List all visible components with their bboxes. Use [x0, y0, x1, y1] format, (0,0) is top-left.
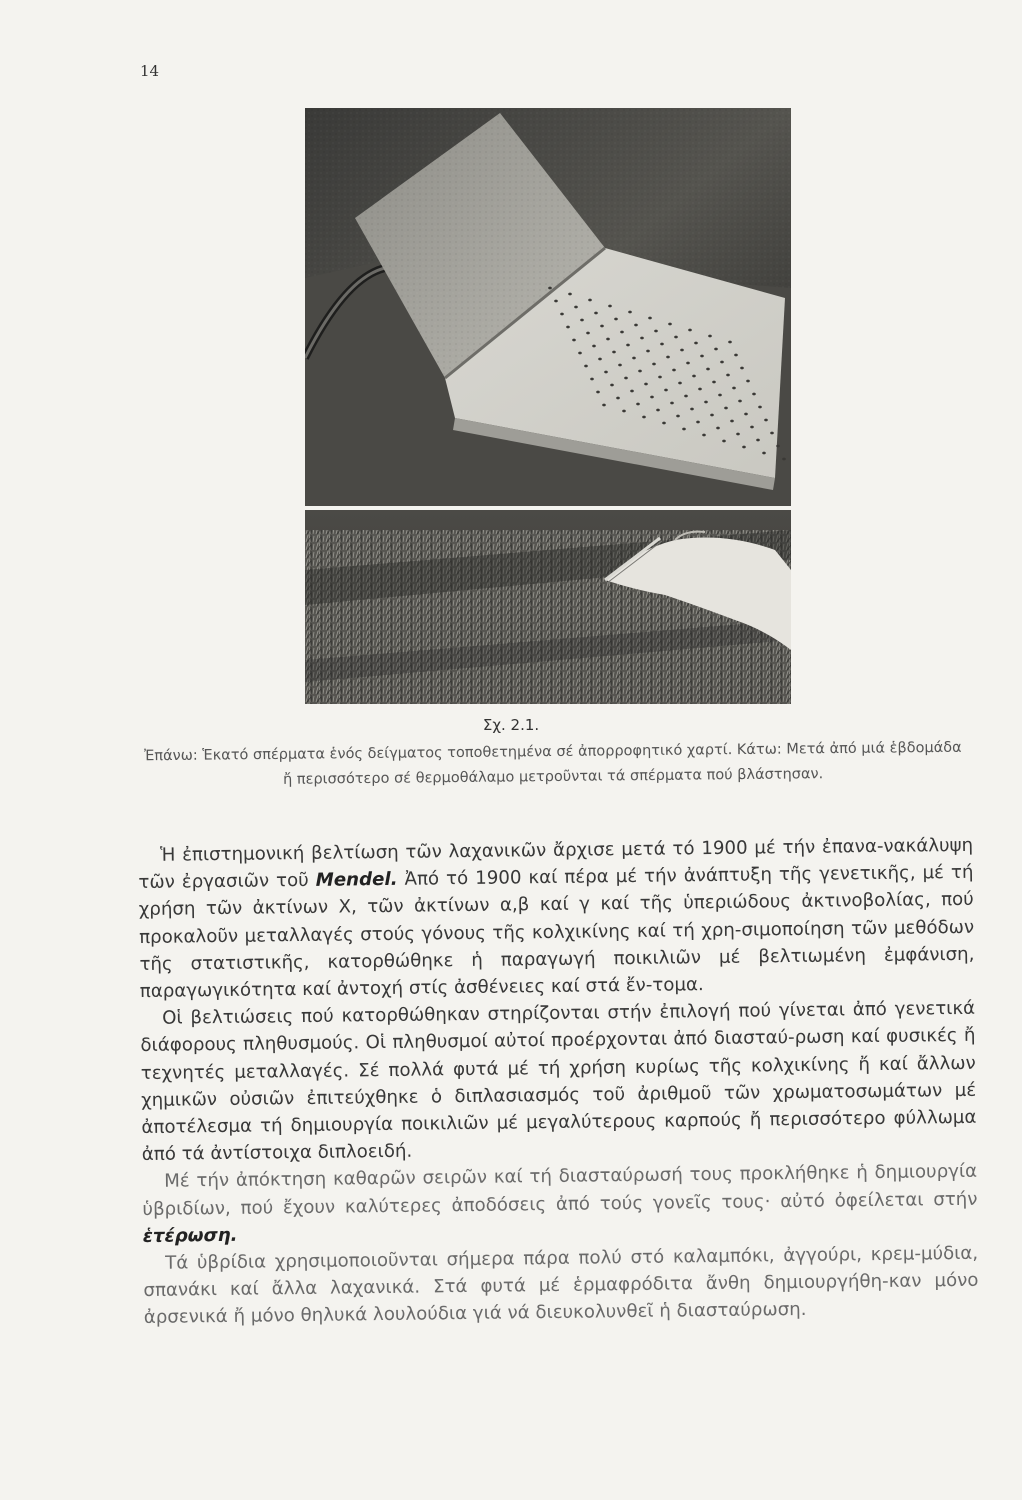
seed-board-photo — [305, 108, 791, 506]
figure-label: Σχ. 2.1. — [482, 716, 540, 734]
emphasis-heterosis: ἑτέρωση. — [142, 1224, 238, 1247]
page-number: 14 — [140, 62, 160, 80]
paragraph-1: Ἡ ἐπιστημονική βελτίωση τῶν λαχανικῶν ἄρχισε μετά τό 1900 μέ τήν ἐπανα-νακάλυψη τῶν ἐργασιῶν τοῦ Mendel. Ἀπό τό 1900 καί πέρα μέ τήν ἀνάπτυξη τῆς γενετικῆς, μέ τή χρήση τῶν ἀκτίνων X, τῶν ἀκτίνων α,β καί γ καί τῆς ὑπεριώδους ἀκτινοβολίας, πού προκαλοῦν μεταλλαγές στούς γόνους τῆς κολχικίνης καί τή χρη-σιμοποίηση τῶν μεθόδων τῆς στατιστικῆς, κατορθώθηκε ἡ παραγωγή ποικιλιῶν μέ βελτιωμένη ἐμφάνιση, παραγωγικότητα καί ἀντοχή στίς ἀσθένειες καί στά ἔν-τομα. — [138, 834, 975, 1003]
paragraph-2: Οἱ βελτιώσεις πού κατορθώθηκαν στηρίζονται στήν ἐπιλογή πού γίνεται ἀπό γενετικά διάφορους πληθυσμούς. Οἱ πληθυσμοί αὐτοί προέρχονται ἀπό διασταύ-ρωση καί φυσικές ἤ τεχνητές μεταλλαγές. Σέ πολλά φυτά μέ τή χρήση κυρίως τῆς κολχικίνης ἤ καί ἄλλων χημικῶν οὐσιῶν ἐπιτεύχθηκε ὁ διπλασιασμός τοῦ ἀριθμοῦ τῶν χρωματοσωμάτων μέ ἀποτέλεσμα τή δημιουργία ποικιλιῶν μέ μεγαλύτερους καρπούς ἤ περισσότερο φύλλωμα ἀπό τά ἀντίστοιχα διπλοειδή. — [140, 998, 977, 1166]
body-text — [138, 832, 979, 1332]
paragraph-4: Τά ὑβρίδια χρησιμοποιοῦνται σήμερα πάρα πολύ στό καλαμπόκι, ἀγγούρι, κρεμ-μύδια, σπανάκι καί ἄλλα λαχανικά. Στά φυτά μέ ἑρμαφρόδιτα ἄνθη δημιουργήθη-καν μόνο ἀρσενικά ἤ μόνο θηλυκά λουλούδια γιά νά διευκολυνθεῖ ἡ διασταύρωση. — [143, 1242, 979, 1329]
sprouted-seeds-photo — [305, 510, 791, 704]
emphasis-mendel: Mendel. — [315, 869, 398, 892]
figure-caption: Ἐπάνω: Ἑκατό σπέρματα ἑνός δείγματος τοποθετημένα σέ ἀπορροφητικό χαρτί. Κάτω: Μετά ἀπό μιά ἑβδομάδα ἤ περισσότερο σέ θερμοθάλαμο μετροῦνται τά σπέρματα πού βλάστησαν. — [143, 739, 962, 788]
paragraph-3: Μέ τήν ἀπόκτηση καθαρῶν σειρῶν καί τή διασταύρωσή τους προκλήθηκε ἡ δημιουργία ὑβριδίων, πού ἔχουν καλύτερες ἀποδόσεις ἀπό τούς γονεῖς τους· αὐτό ὀφείλεται στήν ἑτέρωση. — [142, 1161, 978, 1247]
figure-2-1 — [305, 108, 791, 704]
